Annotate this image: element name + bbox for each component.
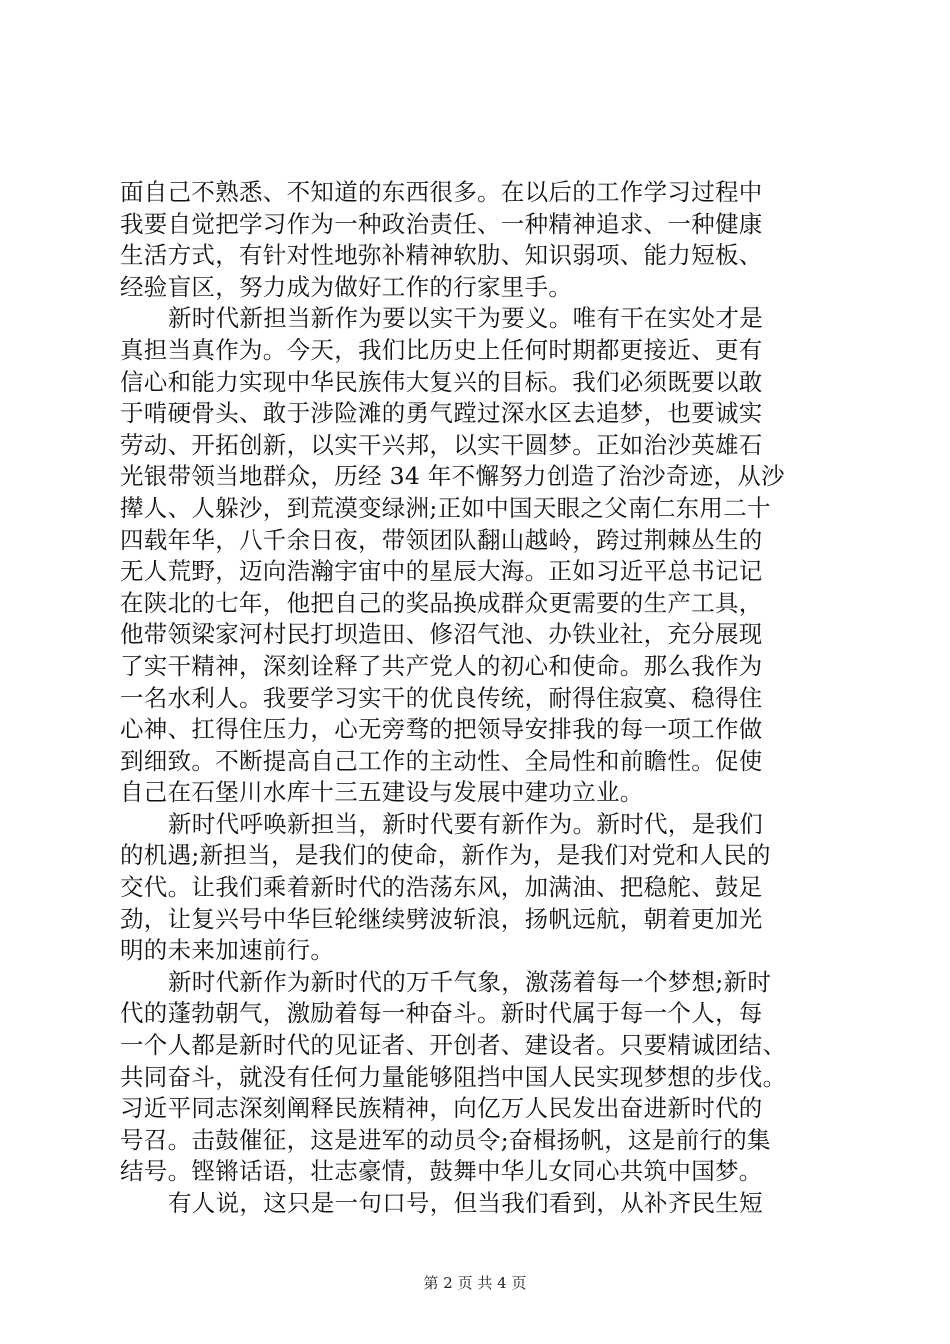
page-footer xyxy=(0,1272,950,1293)
text-line: 结号。铿锵话语，壮志豪情，鼓舞中华儿女同心共筑中国梦。 xyxy=(120,1157,763,1186)
text-line: 我要自觉把学习作为一种政治责任、一种精神追求、一种健康 xyxy=(120,209,763,238)
text-line: 共同奋斗，就没有任何力量能够阻挡中国人民实现梦想的步伐。 xyxy=(120,1062,787,1091)
text-line: 真担当真作为。今天，我们比历史上任何时期都更接近、更有 xyxy=(120,335,763,364)
text-line: 自己在石堡川水库十三五建设与发展中建功立业。 xyxy=(120,778,644,807)
text-line: 在陕北的七年，他把自己的奖品换成群众更需要的生产工具， xyxy=(120,588,763,617)
text-line: 一个人都是新时代的见证者、开创者、建设者。只要精诚团结、 xyxy=(120,1031,787,1060)
text-line: 无人荒野，迈向浩瀚宇宙中的星辰大海。正如习近平总书记记 xyxy=(120,557,763,586)
text-line: 明的未来加速前行。 xyxy=(120,936,335,965)
text-line: 光银带领当地群众，历经 34 年不懈努力创造了治沙奇迹，从沙 xyxy=(120,462,785,491)
text-line: 的机遇;新担当，是我们的使命，新作为，是我们对党和人民的 xyxy=(120,841,771,870)
text-line: 撵人、人躲沙，到荒漠变绿洲;正如中国天眼之父南仁东用二十 xyxy=(120,493,771,522)
body-text xyxy=(120,177,840,1220)
text-line: 有人说，这只是一句口号，但当我们看到，从补齐民生短 xyxy=(168,1189,763,1217)
text-line: 劳动、开拓创新，以实干兴邦，以实干圆梦。正如治沙英雄石 xyxy=(120,430,763,459)
text-line: 面自己不熟悉、不知道的东西很多。在以后的工作学习过程中 xyxy=(120,178,763,206)
page-indicator: 第 2 页 共 4 页 xyxy=(423,1274,527,1292)
text-line: 了实干精神，深刻诠释了共产党人的初心和使命。那么我作为 xyxy=(120,651,763,680)
text-line: 新时代呼唤新担当，新时代要有新作为。新时代，是我们 xyxy=(168,809,763,838)
text-line: 一名水利人。我要学习实干的优良传统，耐得住寂寞、稳得住 xyxy=(120,683,763,712)
text-line: 心神、扛得住压力，心无旁骛的把领导安排我的每一项工作做 xyxy=(120,715,763,744)
text-line: 劲，让复兴号中华巨轮继续劈波斩浪，扬帆远航，朝着更加光 xyxy=(120,904,763,933)
text-line: 四载年华，八千余日夜，带领团队翻山越岭，跨过荆棘丛生的 xyxy=(120,525,763,554)
text-line: 经验盲区，努力成为做好工作的行家里手。 xyxy=(120,272,573,301)
text-line: 新时代新作为新时代的万千气象，激荡着每一个梦想;新时 xyxy=(168,967,772,996)
text-line: 习近平同志深刻阐释民族精神，向亿万人民发出奋进新时代的 xyxy=(120,1094,763,1123)
text-line: 号召。击鼓催征，这是进军的动员令;奋楫扬帆，这是前行的集 xyxy=(120,1125,771,1154)
text-line: 交代。让我们乘着新时代的浩荡东风，加满油、把稳舵、鼓足 xyxy=(120,873,763,902)
text-line: 代的蓬勃朝气，激励着每一种奋斗。新时代属于每一个人，每 xyxy=(120,999,763,1028)
text-line: 生活方式，有针对性地弥补精神软肋、知识弱项、能力短板、 xyxy=(120,241,763,270)
text-line: 他带领梁家河村民打坝造田、修沼气池、办铁业社，充分展现 xyxy=(120,620,763,649)
text-line: 新时代新担当新作为要以实干为要义。唯有干在实处才是 xyxy=(168,304,763,333)
text-line: 到细致。不断提高自己工作的主动性、全局性和前瞻性。促使 xyxy=(120,746,763,775)
text-line: 信心和能力实现中华民族伟大复兴的目标。我们必须既要以敢 xyxy=(120,367,763,396)
text-line: 于啃硬骨头、敢于涉险滩的勇气蹚过深水区去追梦，也要诚实 xyxy=(120,399,763,428)
